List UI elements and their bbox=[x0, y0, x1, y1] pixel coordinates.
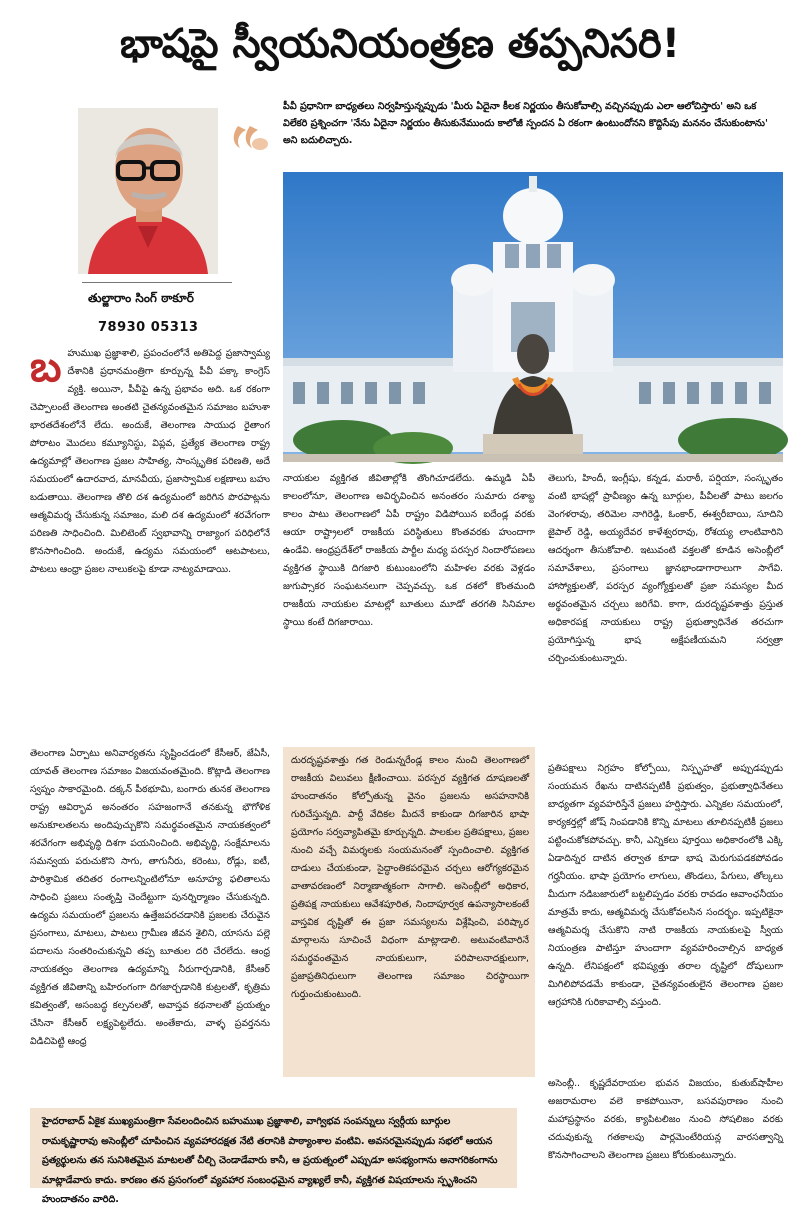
col2-paragraph-1: నాయకుల వ్యక్తిగత జీవితాల్లోకి తొంగిచూడలేదు. ఉమ్మడి ఏపీ కాలంలోనూ, తెలంగాణ అవిర్భవించిన అనంతరం సుమారు దశాబ్ద కాలం పాటు తెలంగాణలో ఏపీ రాష్ట్రం విడిపోయిన ఐదేండ్ల వరకు ఆయా రాష్ట్రాలలో రాజకీయ పరిస్థితులు కొంతవరకు హుందాగా ఉండేవి. ఆంధ్రప్రదేశ్‌లో రాజకీయ పార్టీల మధ్య పరస్పర నిందారోపణలు వ్యక్తిగత స్థాయికి దిగజారి కుటుంబంలోని మహిళల వరకు వెళ్లడం జుగుప్సాకర సంఘటనలుగా చెప్పవచ్చు. ఒక దశలో కొంతమంది రాజకీయ నాయకుల మాటల్లో బూతులు మూడో తరగతి సినిమాల స్థాయి కంటే దిగజారాయి. bbox=[283, 473, 535, 628]
author-portrait-image bbox=[78, 108, 218, 274]
column-3-top bbox=[548, 470, 783, 770]
assembly-building-image bbox=[283, 172, 783, 462]
assembly-photo bbox=[283, 172, 783, 462]
col2-paragraph-2: దురదృష్టవశాత్తు గత రెండున్నరేండ్ల కాలం నుంచి తెలంగాణలో రాజకీయ విలువలు క్షీణించాయి. పరస్పర వ్యక్తిగత దూషణలతో హుందాతనం కోల్పోతున్న వైనం ప్రజలను అసహనానికి గురిచేస్తున్నది. పార్టీ వేదికల మీదనే కాకుండా దిగజారిన భాషా ప్రయోగం సర్వవ్యాపితమై కూర్చున్నది. పాలకుల ప్రతిపక్షాలు, ప్రజల నుంచి వచ్చే విమర్శలకు సంయమనంతో స్పందించాలి. వ్యక్తిగత దాడులు చేయకుండా, సైద్ధాంతికపరమైన చర్చలు ఆరోగ్యకరమైన వాతావరణంలో నిర్మాణాత్మకంగా సాగాలి. అసెంబ్లీలో అధికార, ప్రతిపక్ష నాయకులు ఆవేశపూరిత, నిందాపూర్వక ఉపన్యాసాలకంటే వాస్తవిక దృష్టితో ఈ ప్రజా సమస్యలను విశ్లేషించి, పరిష్కార మార్గాలను సూచించే విధంగా మాట్లాడాలి. అటువంటివారినే సమర్థవంతమైన నాయకులుగా, పరిపాలనాదక్షులుగా, ప్రజాప్రతినిధులుగా తెలంగాణ సమాజం చిరస్థాయిగా గుర్తుంచుకుంటుంది. bbox=[291, 755, 529, 1000]
column-2-top bbox=[283, 470, 535, 722]
column-1-bottom bbox=[30, 745, 270, 1101]
column-2-box-text bbox=[291, 752, 529, 1074]
drop-cap: బ bbox=[30, 342, 62, 391]
author-divider bbox=[82, 282, 232, 283]
lead-quote: పీవీ ప్రధానిగా బాధ్యతలు నిర్వహిస్తున్నప్పుడు 'మీరు ఏదైనా కీలక నిర్ణయం తీసుకోవాల్సి వచ్చినప్పుడు ఎలా ఆలోచిస్తారు' అని ఒక విలేకరి ప్రశ్నించగా 'నేను ఏదైనా నిర్ణయం తీసుకునేముందు కాలోజీ స్పందన ఏ రకంగా ఉంటుందోనని కొద్దిసేపు మననం చేసుకుంటాను' అని బదులిచ్చారు. bbox=[283, 101, 768, 146]
author-name: తుల్జారాం సింగ్ ఠాకూర్ bbox=[88, 291, 194, 305]
bottom-highlight-text: హైదరాబాద్ ఏకైక ముఖ్యమంత్రిగా సేవలందించిన బహుముఖ ప్రజ్ఞాశాలి, వాగ్విభవ సంపన్నులు స్వర్గీయ బూర్గుల రామకృష్ణారావు అసెంబ్లీలో చూపించిన వ్యవహారదక్షత నేటి తరానికి పాఠ్యాంశాల వంటివి. అవసరమైనప్పుడు సభలో ఆయన ప్రత్యర్థులను తన సునిశితమైన మాటలతో చీల్చి చెండాడేవారు కానీ, ఆ ప్రయత్నంలో ఎప్పుడూ అసభ్యంగాను అనాగరికంగాను మాట్లాడేవారు కాదు. కారణం తన ప్రసంగంలో వ్యవహార సంబంధమైన వ్యాఖ్యలే కానీ, వ్యక్తిగత విషయాలను స్పృశించని హుందాతనం వారిది. bbox=[42, 1116, 498, 1205]
author-photo bbox=[78, 108, 218, 274]
headline: భాషపై స్వీయనియంత్రణ తప్పనిసరి! bbox=[120, 21, 680, 67]
author-phone: 78930 05313 bbox=[98, 320, 199, 335]
column-1-top bbox=[30, 342, 270, 737]
col1-paragraph-2: తెలంగాణ ఏర్పాటు అనివార్యతను సృష్టించడంలో కేసీఆర్, జేఏసీ, యావత్ తెలంగాణ సమాజం విజయవంతమైంది. కొట్లాడి తెలంగాణ స్వప్నం సాకారమైంది. దక్కన్ పీఠభూమి, బంగారు తునక తెలంగాణ రాష్ట్ర ఆవిర్భావ అనంతరం సహజంగానే తనకున్న భౌగోళిక అనుకూలతలను అందిపుచ్చుకొని సమర్థవంతమైన నాయకత్వంలో శరవేగంగా అభివృద్ధి దిశగా పయనించింది. అభివృద్ధి, సంక్షేమాలను సమన్వయ పరుచుకొని సాగు, తాగునీరు, కరెంటు, రోడ్లు, ఐటీ, పారిశ్రామిక తదితర రంగాలన్నింటిలోనూ అనూహ్య ఫలితాలను సాధించి ప్రజలు సంతృప్తి చెందేట్టుగా పునర్నిర్మాణం చేసుకున్నది. ఉద్యమ సమయంలో ప్రజలను ఉత్తేజపరచడానికి ప్రజలకు చేరువైన ప్రసంగాలు, మాటలు, పాటలు గ్రామీణ జీవన శైలిని, యాసను పల్లె పదాలను సంతరించుకున్నవి తప్ప బూతుల దరి చేరలేదు. ఆంధ్ర నాయకత్వం తెలంగాణ ఉద్యమాన్ని నీరుగార్చడానికి, కేసీఆర్ వ్యక్తిగత జీవితాన్ని బహిరంగంగా దిగజార్చడానికి కుట్రలతో, కృత్రిమ కవిత్వంతో, అసంబద్ధ కల్పనలతో, అవాస్తవ కథనాలతో ప్రయత్నం చేసినా కేసీఆర్ లక్ష్యపెట్టలేదు. అంతేకాదు, వాళ్ళ ప్రవర్తనను విడిచిపెట్టి ఆంధ్ర bbox=[30, 748, 270, 1047]
col1-paragraph-1: హుముఖ ప్రజ్ఞాశాలి, ప్రపంచంలోనే అతిపెద్ద ప్రజాస్వామ్య దేశానికి ప్రధానమంత్రిగా కూర్చున్న పీవీ పక్కా కాంగ్రెస్ వ్యక్తి. అయినా, పీవీపై ఉన్న ప్రభావం అది. ఒక రకంగా చెప్పాలంటే తెలంగాణ అంతటి చైతన్యవంతమైన సమాజం బహుశా భారతదేశంలోనే లేదు. అందుకే, తెలంగాణ సాయుధ రైతాంగ పోరాటం మొదలు కమ్యూనిస్టు, విప్లవ, ప్రత్యేక తెలంగాణ రాష్ట్ర ఉద్యమాల్లో తెలంగాణ ప్రజల సాహిత్య, సాంస్కృతిక పరిణతి, అదే సమయంలో ఉదారవాద, మానవీయ, ప్రజాస్వామిక లక్షణాలు బహు బడుతాయి. తెలంగాణ తొలి దశ ఉద్యమంలో జరిగిన పొరపాట్లను ఆత్మవిమర్శ చేసుకున్న సమాజం, మలి దశ ఉద్యమంలో శరవేగంగా పరిణతి సాధించింది. మిలిటెంట్ స్వభావాన్ని రాజ్యాంగ పరిధిలోనే కొనసాగించింది. అందుకే, ఉద్యమ సమయంలో ఆటపాటలు, పాటలు ఆంధ్రా ప్రజల నాలుకలపై కూడా నాట్యమాడాయి. bbox=[30, 348, 270, 575]
col3-paragraph-2: ప్రతిపక్షాలు నిగ్రహం కోల్పోయి, నిస్పృహతో అప్పుడప్పుడు సంయమన రేఖను దాటినప్పటికీ ప్రభుత్వం, ప్రభుత్వాధినేతలు బాధ్యతగా వ్యవహరిస్తేనే ప్రజలు హర్షిస్తారు. ఎన్నికల సమయంలో, కార్యకర్తల్లో జోష్ నింపడానికి కొన్ని మాటలు తూలినప్పటికీ ప్రజలు పట్టించుకోకపోవచ్చు. కానీ, ఎన్నికలు పూర్తయి అధికారంలోకి ఎక్కి ఏడాదిన్నర దాటిన తర్వాత కూడా భాష మెరుగుపడకపోవడం గర్హనీయం. భాషా ప్రయోగం లాగులు, తొండలు, పేగులు, తోల్కలు మీదుగా నడిబజారులో బట్టలిప్పడం వరకు రావడం ఆవాంఛనీయం మాత్రమే కాదు, ఆత్మవిమర్శ చేసుకోవలసిన సందర్భం. ఇప్పటికైనా ఆత్మవిమర్శ చేసుకొని నాటి రాజకీయ నాయకులపై స్వీయ నియంత్రణ పాటిస్తూ హుందాగా వ్యవహరించాల్సిన బాధ్యత ఉన్నది. లేనిపక్షంలో భవిష్యత్తు తరాల దృష్టిలో దోషులుగా మిగిలిపోవడమే కాకుండా, చైతన్యవంతులైన తెలంగాణ ప్రజల ఆగ్రహానికి గురికావాల్సి వస్తుంది. bbox=[548, 763, 783, 1008]
col3-paragraph-3: అసెంబ్లీ.. కృష్ణదేవరాయల భువన విజయం, కుతుబ్‌షాహీల అజరామరాల వలె కాకపోయినా, బసవపురాణం నుంచి మహాప్రస్థానం వరకు, క్యాపిటలిజం నుంచి సోషలిజం వరకు చదువుకున్న గతకాలపు పార్లమెంటేరియన్ల వారసత్వాన్ని కొనసాగించాలని తెలంగాణ ప్రజలు కోరుకుంటున్నారు. bbox=[548, 1078, 783, 1161]
column-3-middle bbox=[548, 760, 783, 1066]
column-3-bottom bbox=[548, 1075, 783, 1189]
bottom-highlight-box bbox=[30, 1108, 517, 1205]
quote-icon bbox=[230, 116, 270, 156]
col3-paragraph-1: తెలుగు, హిందీ, ఇంగ్లీషు, కన్నడ, మరాఠీ, పర్షియా, సంస్కృతం వంటి భాషల్లో ప్రావీణ్యం ఉన్న బూర్గుల, పీవీలతో పాటు జలగం వెంగళరావు, తరిమెల నాగిరెడ్డి, ఓంకార్, ఈశ్వరీబాయి, సూదిని జైపాల్ రెడ్డి, అయ్యదేవర కాళేశ్వరరావు, రోశయ్య లాంటివారిని ఆదర్శంగా తీసుకోవాలి. ఇటువంటి వక్తలతో కూడిన అసెంబ్లీలో సమావేశాలు, ప్రసంగాలు జ్ఞానభాండాగారాలుగా సాగేవి. హాస్యోక్తులతో, పరస్పర వ్యంగ్యోక్తులతో ప్రజా సమస్యల మీద అర్థవంతమైన చర్చలు జరిగేవి. కాగా, దురదృష్టవశాత్తు ప్రస్తుత అధికారపక్ష నాయకులు రాష్ట్ర ప్రభుత్వాధినేత తరచుగా ప్రయోగిస్తున్న భాష అక్షేపణీయమని సర్వత్రా చర్చించుకుంటున్నారు. bbox=[548, 473, 783, 664]
